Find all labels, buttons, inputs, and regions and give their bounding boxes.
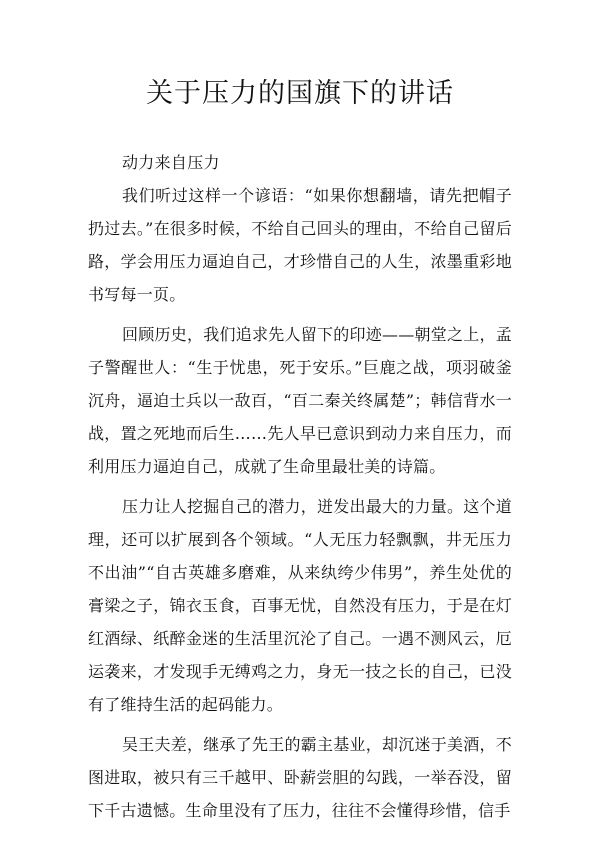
paragraph-2: 回顾历史，我们追求先人留下的印迹——朝堂之上，孟子警醒世人：“生于忧患，死于安乐。”巨鹿之战，项羽破釜沉舟，逼迫士兵以一敌百，“百二秦关终属楚”；韩信背水一战，置之死地而后生……先人早已意识到动力来自压力，而利用压力逼迫自己，成就了生命里最壮美的诗篇。 (88, 325, 513, 476)
document-body (88, 146, 512, 834)
document-title: 关于压力的国旗下的讲话 (146, 78, 454, 109)
paragraph-3: 压力让人挖掘自己的潜力，迸发出最大的力量。这个道理，还可以扩展到各个领域。“人无压力轻飘飘，井无压力不出油”“自古英雄多磨难，从来纨绔少伟男”，养生处优的膏梁之子，锦衣玉食，百事无忧，自然没有压力，于是在灯红酒绿、纸醉金迷的生活里沉沦了自己。一遇不测风云，厄运袭来，才发现手无缚鸡之力，身无一技之长的自己，已没有了维持生活的起码能力。 (88, 497, 513, 714)
paragraph-1: 我们听过这样一个谚语：“如果你想翻墙，请先把帽子扔过去。”在很多时候，不给自己回头的理由，不给自己留后路，学会用压力逼迫自己，才珍惜自己的人生，浓墨重彩地书写每一页。 (88, 186, 512, 304)
paragraph-4: 吴王夫差，继承了先王的霸主基业，却沉迷于美酒，不图进取，被只有三千越甲、卧薪尝胆的勾践，一举吞没，留下千古遗憾。生命里没有了压力，往往不会懂得珍惜，信手 (88, 735, 513, 820)
section-subheading: 动力来自压力 (122, 153, 220, 172)
